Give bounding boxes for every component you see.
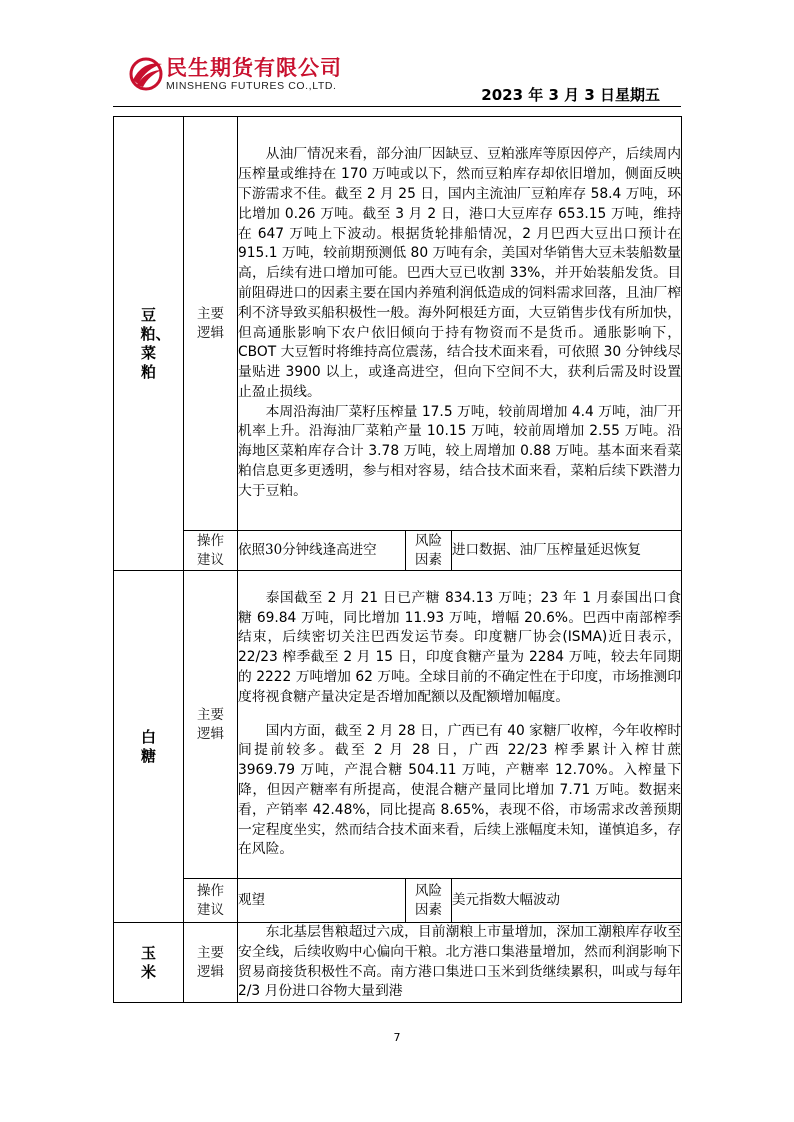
- commodity-table: [113, 116, 682, 1003]
- op-advice-label: 操作建议: [184, 879, 238, 923]
- section-soymeal-logic-row: [114, 117, 682, 531]
- risk-factors-label: 风险因素: [406, 879, 452, 923]
- main-logic-content: [238, 117, 682, 531]
- risk-factors-label: 风险因素: [406, 531, 452, 571]
- op-advice-value: 观望: [238, 879, 406, 923]
- risk-factors-value: 美元指数大幅波动: [452, 879, 682, 923]
- main-logic-label: 主要逻辑: [184, 571, 238, 879]
- main-logic-content: [238, 571, 682, 879]
- section-title-corn: [114, 923, 184, 1003]
- header-divider: [113, 106, 681, 107]
- report-date: 2023 年 3 月 3 日星期五: [481, 86, 660, 104]
- paragraph: 国内方面，截至 2 月 28 日，广西已有 40 家糖厂收榨，今年收榨时间提前较多。截至 2 月 28 日，广西 22/23 榨季累计入榨甘蔗 3969.79 万吨，产混合糖 504.11 万吨，产糖率 12.70%。入榨量下降，但因产糖率有所提高，使混合糖产量同比增加 7.71 万吨。数据来看，产销率 42.48%，同比提高 8.65%，表现不俗，市场需求改善预期一定程度坐实，然而结合技术面来看，后续上涨幅度未知，谨慎追多，存在风险。: [238, 722, 682, 858]
- section-name: 玉米: [140, 943, 156, 981]
- paragraph: 本周沿海油厂菜籽压榨量 17.5 万吨，较前周增加 4.4 万吨，油厂开机率上升。沿海油厂菜粕产量 10.15 万吨，较前周增加 2.55 万吨。沿海地区菜粕库存合计 3.78 万吨，较上周增加 0.88 万吨。基本面来看菜粕信息更多更透明，参与相对容易，结合技术面来看，菜粕后续下跌潜力大于豆粕。: [238, 403, 682, 499]
- main-logic-label: 主要逻辑: [184, 117, 238, 531]
- section-name: 白糖: [140, 727, 156, 765]
- section-soymeal-advice-row: [114, 531, 682, 571]
- section-sugar-logic-row: [114, 571, 682, 879]
- section-title-sugar: [114, 571, 184, 923]
- paragraph: 泰国截至 2 月 21 日已产糖 834.13 万吨；23 年 1 月泰国出口食糖 69.84 万吨，同比增加 11.93 万吨，增幅 20.6%。巴西中南部榨季结束，后续密切关注巴西发运节奏。印度糖厂协会(ISMA)近日表示，22/23 榨季截至 2 月 15 日，印度食糖产量为 2284 万吨，较去年同期的 2222 万吨增加 62 万吨。全球目前的不确定性在于印度，市场推测印度将视食糖产量决定是否增加配额以及配额增加幅度。: [238, 589, 682, 705]
- op-advice-label: 操作建议: [184, 531, 238, 571]
- company-logo: [128, 50, 368, 100]
- minsheng-logo-icon: [128, 56, 164, 92]
- section-name: 豆粕、菜粕: [140, 305, 171, 381]
- section-title-soymeal: [114, 117, 184, 571]
- main-logic-label: 主要逻辑: [184, 923, 238, 1003]
- risk-factors-value: 进口数据、油厂压榨量延迟恢复: [452, 531, 682, 571]
- page-number: 7: [393, 1031, 401, 1044]
- logo-en-text: MINSHENG FUTURES CO.,LTD.: [166, 80, 337, 92]
- main-logic-content: [238, 923, 682, 1003]
- section-corn-logic-row: [114, 923, 682, 1003]
- logo-cn-text: 民生期货有限公司: [166, 56, 342, 80]
- paragraph: 东北基层售粮超过六成，目前潮粮上市量增加，深加工潮粮库存收至安全线，后续收购中心偏向干粮。北方港口集港量增加，然而利润影响下贸易商接货积极性不高。南方港口集进口玉米到货继续累积，叫或与每年 2/3 月份进口谷物大量到港: [238, 924, 682, 1000]
- paragraph: 从油厂情况来看，部分油厂因缺豆、豆粕涨库等原因停产，后续周内压榨量或维持在 170 万吨或以下，然而豆粕库存却依旧增加，侧面反映下游需求不佳。截至 2 月 25 日，国内主流油厂豆粕库存 58.4 万吨，环比增加 0.26 万吨。截至 3 月 2 日，港口大豆库存 653.15 万吨，维持在 647 万吨上下波动。根据货轮排船情况，2 月巴西大豆出口预计在 915.1 万吨，较前期预测低 80 万吨有余，美国对华销售大豆未装船数量高，后续有进口增加可能。巴西大豆已收割 33%，并开始装船发货。目前阻碍进口的因素主要在国内养殖利润低造成的饲料需求回落，且油厂榨利不济导致买船积极性一般。海外阿根廷方面，大豆销售步伐有所加快，但高通胀影响下农户依旧倾向于持有物资而不是货币。通胀影响下，CBOT 大豆暂时将维持高位震荡，结合技术面来看，可依照 30 分钟线尽量贴进 3900 以上，或逢高进空，但向下空间不大，获利后需及时设置止盈止损线。: [238, 146, 682, 400]
- op-advice-value: 依照30分钟线逢高进空: [238, 531, 406, 571]
- section-sugar-advice-row: [114, 879, 682, 923]
